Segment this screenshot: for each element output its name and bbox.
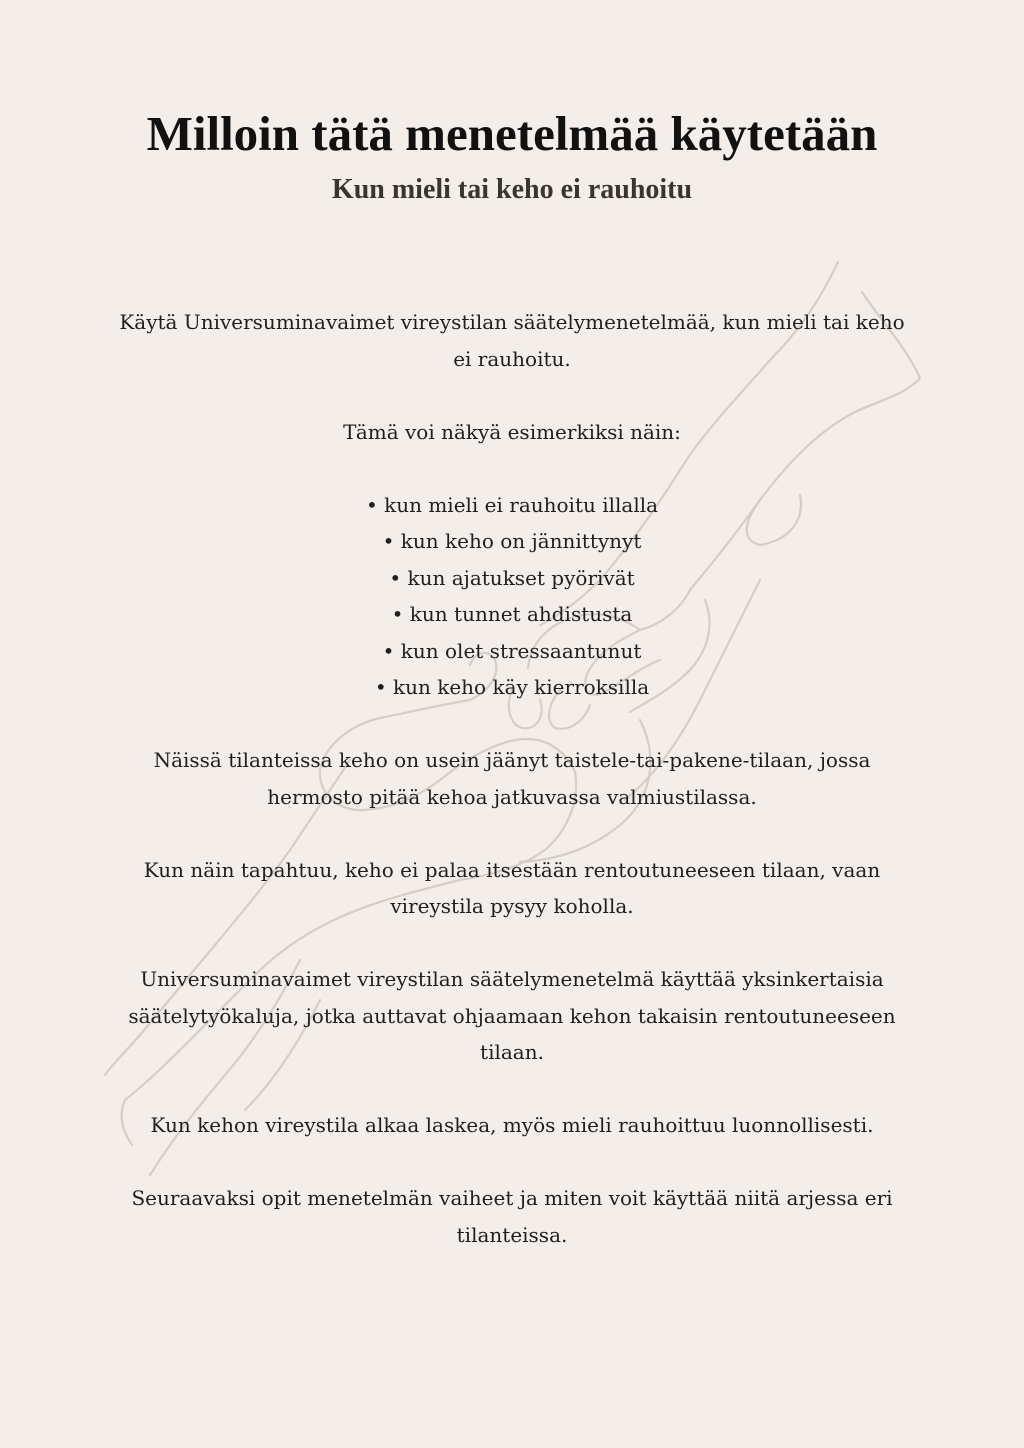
list-item: • kun ajatukset pyörivät (389, 565, 635, 590)
body-paragraph: Kun näin tapahtuu, keho ei palaa itsestään rentoutuneeseen tilaan, vaan vireystila pysyy koholla. (143, 857, 881, 918)
page-subtitle: Kun mieli tai keho ei rauhoitu (331, 174, 693, 205)
list-item: • kun keho käy kierroksilla (374, 675, 650, 699)
list-item: • kun keho on jännittynyt (382, 529, 642, 553)
list-item: • kun mieli ei rauhoitu illalla (365, 492, 659, 517)
list-item: • kun olet stressaantunut (382, 638, 642, 663)
body-paragraph: Näissä tilanteissa keho on usein jäänyt taistele-tai-pakene-tilaan, jossa hermosto pitää kehoa jatkuvassa valmiustilassa. (153, 748, 871, 809)
examples-list (112, 487, 912, 706)
body-paragraph: Seuraavaksi opit menetelmän vaiheet ja miten voit käyttää niitä arjessa eri tilanteissa. (131, 1186, 893, 1247)
examples-lead-paragraph: Tämä voi näkyä esimerkiksi näin: (343, 419, 681, 444)
intro-paragraph: Käytä Universuminavaimet vireystilan säätelymenetelmää, kun mieli tai keho ei rauhoitu. (119, 310, 905, 371)
body-paragraph: Universuminavaimet vireystilan säätelymenetelmä käyttää yksinkertaisia säätelytyökaluja, jotka auttavat ohjaamaan kehon takaisin rentoutuneeseen tilaan. (128, 967, 896, 1064)
page-title: Milloin tätä menetelmää käytetään (146, 106, 878, 161)
body-paragraph: Kun kehon vireystila alkaa laskea, myös mieli rauhoittuu luonnollisesti. (150, 1113, 874, 1137)
list-item: • kun tunnet ahdistusta (391, 602, 633, 626)
document-body (112, 304, 912, 1290)
